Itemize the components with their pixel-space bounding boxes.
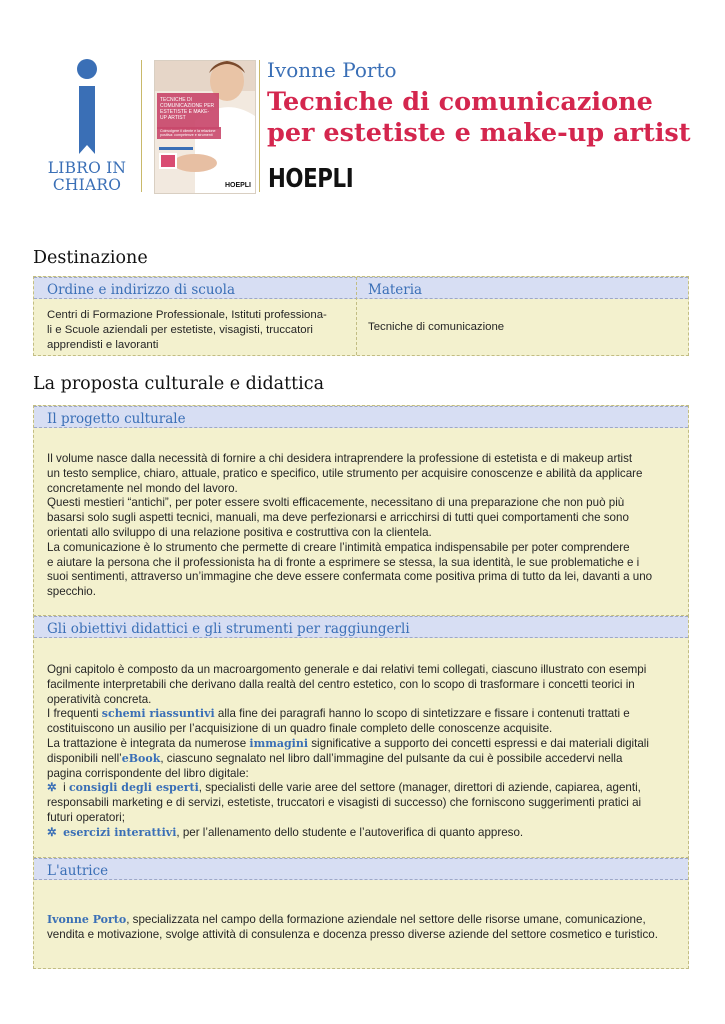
cover-photo-icon xyxy=(155,61,255,193)
highlight-consigli: consigli degli esperti xyxy=(68,781,199,795)
box-header xyxy=(34,406,688,428)
column-header-ordine: Ordine e indirizzo di scuola xyxy=(47,282,236,298)
text-line xyxy=(47,707,679,722)
text-line: facilmente interpretabili che derivano dalla realtà del centro estetico, con lo scopo di trasformare i concetti teorici in xyxy=(47,677,635,691)
book-title-line-2: per estetiste e make-up artist xyxy=(267,118,691,148)
asterisk-bullet-icon: ✲ xyxy=(47,825,57,839)
box-header xyxy=(34,858,688,880)
cell-ordine-value xyxy=(47,308,347,352)
text-line xyxy=(47,737,679,752)
destinazione-table xyxy=(33,276,689,356)
section-heading-proposta: La proposta culturale e didattica xyxy=(33,374,325,394)
cell-line: Centri di Formazione Professionale, Istituti professiona- xyxy=(47,309,327,321)
text-line: e aiutare la persona che il professionista ha di fronte a esprimere se stessa, la sua identità, le sue problematiche e i xyxy=(47,555,640,569)
logo-label xyxy=(38,160,136,194)
highlight-immagini: immagini xyxy=(249,736,309,750)
text-span: , per l’allenamento dello studente e l’autoverifica di quanto appreso. xyxy=(176,825,524,839)
cover-publisher: HOEPLI xyxy=(224,182,251,189)
header-divider-left xyxy=(141,60,142,192)
progetto-body xyxy=(47,452,679,600)
obiettivi-body xyxy=(47,663,679,841)
text-span: , specializzata nel campo della formazione aziendale nel settore delle risorse umane, comunicazione, xyxy=(126,913,646,926)
highlight-schemi: schemi riassuntivi xyxy=(101,707,215,721)
book-title xyxy=(267,87,707,149)
text-line xyxy=(47,913,679,928)
info-i-icon xyxy=(38,58,136,158)
highlight-ebook: eBook xyxy=(121,751,161,765)
text-line: un testo semplice, chiaro, attuale, pratico e specifico, utile strumento per acquisire conoscenze e abilità da applicare xyxy=(47,466,643,480)
text-span: La trattazione è integrata da numerose xyxy=(47,736,250,750)
text-line: vendita e motivazione, svolge attività di consulenza e docenza presso diverse aziende del settore cosmetico e turistico. xyxy=(47,927,658,941)
text-span: , specialisti delle varie aree del settore (manager, direttori di aziende, capiarea, agenti, xyxy=(198,781,641,795)
text-line xyxy=(47,752,679,767)
text-line: futuri operatori; xyxy=(47,810,125,824)
text-line: orientati allo sviluppo di una relazione positiva e costruttiva con la clientela. xyxy=(47,525,432,539)
logo-line-1: LIBRO IN xyxy=(47,159,127,177)
column-divider xyxy=(356,277,357,355)
libro-in-chiaro-logo xyxy=(38,58,136,198)
autrice-box xyxy=(33,857,689,969)
text-line: specchio. xyxy=(47,585,96,599)
text-span: disponibili nell’ xyxy=(47,751,122,765)
table-header-row xyxy=(34,277,688,299)
text-line: Questi mestieri “antichi”, per poter essere svolti efficacemente, necessitano di una preparazione che non può più xyxy=(47,496,625,510)
text-span: , ciascuno segnalato nel libro dall’immagine del pulsante da cui è possibile accedervi nella xyxy=(160,751,623,765)
bullet-esercizi xyxy=(47,826,679,841)
text-line: basarsi solo sugli aspetti tecnici, manuali, ma deve perfezionarsi e arricchirsi di tutti quei comportamenti che sono xyxy=(47,511,629,525)
text-line: Ogni capitolo è composto da un macroargomento generale e dai relativi temi collegati, ciascuno illustrato con esempi xyxy=(47,663,647,676)
obiettivi-box xyxy=(33,615,689,859)
text-line: responsabili marketing e di servizi, estetiste, truccatori e visagisti di successo) che forniscono suggerimenti pratici ai xyxy=(47,796,642,810)
publisher-logo: HOEPLI xyxy=(268,164,354,194)
author-name: Ivonne Porto xyxy=(267,58,397,82)
section-heading-destinazione: Destinazione xyxy=(33,248,148,268)
autrice-body xyxy=(47,913,679,943)
book-title-line-1: Tecniche di comunicazione xyxy=(267,87,653,117)
text-line: concretamente nel mondo del lavoro. xyxy=(47,481,238,495)
cell-materia-value: Tecniche di comunicazione xyxy=(368,321,505,333)
cell-line: li e Scuole aziendali per estetiste, visagisti, truccatori xyxy=(47,323,313,336)
cover-subtitle: Coinvolgere il cliente e la relazione positiva: competenze e strumenti xyxy=(160,129,216,138)
cover-title: TECNICHE DI COMUNICAZIONE PER ESTETISTE E MAKE-UP ARTIST xyxy=(160,97,215,121)
box-title-autrice: L'autrice xyxy=(47,863,109,879)
logo-line-2: CHIARO xyxy=(52,176,122,194)
progetto-culturale-box xyxy=(33,405,689,617)
asterisk-bullet-icon: ✲ xyxy=(47,781,57,795)
highlight-esercizi: esercizi interattivi xyxy=(63,825,177,839)
box-title-obiettivi: Gli obiettivi didattici e gli strumenti per raggiungerli xyxy=(47,621,410,637)
box-header xyxy=(34,616,688,638)
text-span: i xyxy=(56,781,69,795)
column-header-materia: Materia xyxy=(368,282,423,298)
text-line: pagina corrispondente del libro digitale: xyxy=(47,766,249,780)
cell-line: apprendisti e lavoranti xyxy=(47,338,159,351)
text-span: significative a supporto dei concetti espressi e dai materiali digitali xyxy=(308,736,649,750)
bullet-consigli xyxy=(47,781,679,796)
text-span: I frequenti xyxy=(47,707,102,721)
highlight-author-name: Ivonne Porto xyxy=(47,913,127,926)
box-title-progetto: Il progetto culturale xyxy=(47,411,186,427)
text-line: suoi sentimenti, attraverso un’immagine che deve essere confermata come positiva prima di tutto da lei, davanti a uno xyxy=(47,570,653,584)
text-line: costituiscono un ausilio per l’acquisizione di un quadro finale completo delle conoscenze acquisite. xyxy=(47,722,553,736)
text-line: La comunicazione è lo strumento che permette di creare l’intimità empatica indispensabile per poter comprendere xyxy=(47,540,630,554)
book-cover xyxy=(154,60,256,194)
text-line: operatività concreta. xyxy=(47,692,152,706)
header-divider-right xyxy=(259,60,260,192)
text-span: alla fine dei paragrafi hanno lo scopo di sintetizzare e fissare i contenuti trattati e xyxy=(214,707,630,721)
text-line: Il volume nasce dalla necessità di fornire a chi desidera intraprendere la professione di estetista e di makeup artist xyxy=(47,452,633,465)
